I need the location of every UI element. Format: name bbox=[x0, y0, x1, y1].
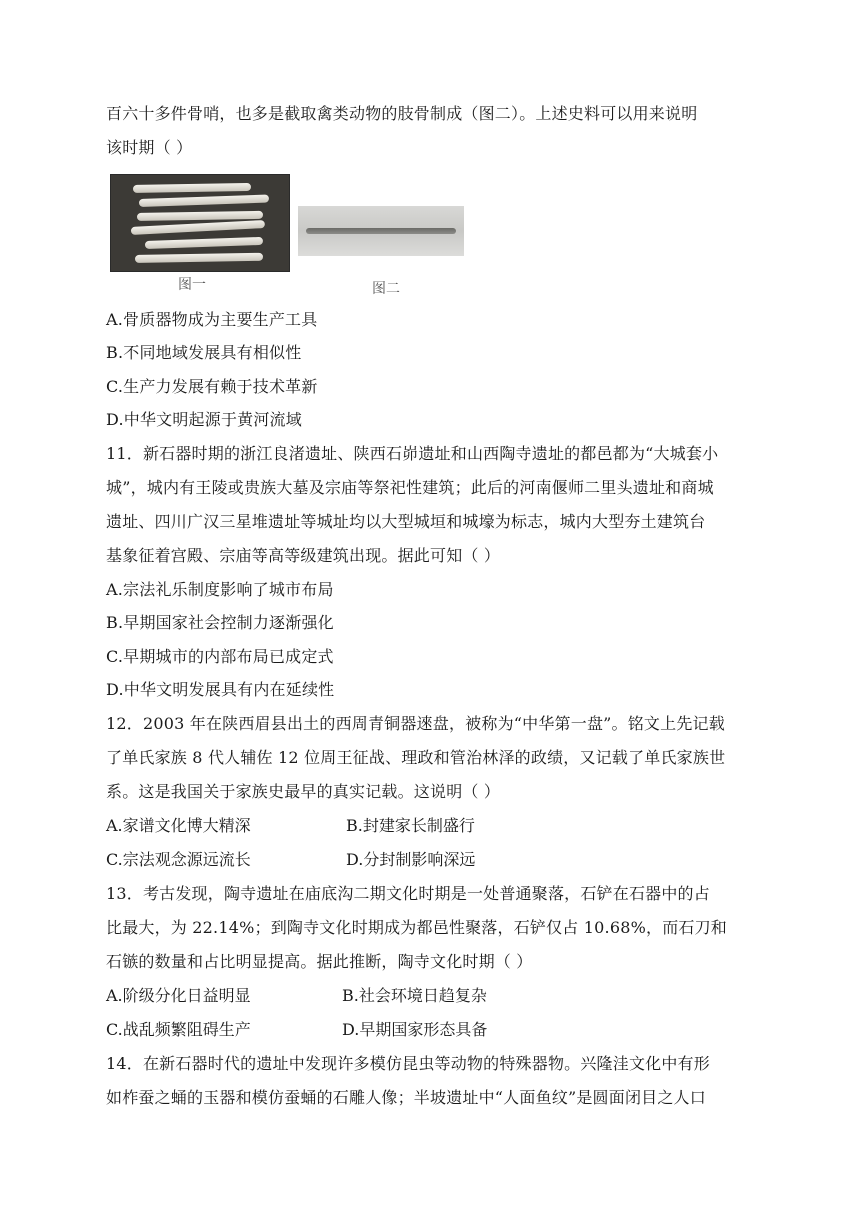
figure-one-bone-tools-photo bbox=[110, 174, 290, 272]
q12-text-line-1: 12．2003 年在陕西眉县出土的西周青铜器逨盘，被称为“中华第一盘”。铭文上先记载 bbox=[106, 714, 725, 733]
q14-text-line-1: 14．在新石器时代的遗址中发现许多模仿昆虫等动物的特殊器物。兴隆洼文化中有形 bbox=[106, 1054, 710, 1073]
q11-option-c: C.早期城市的内部布局已成定式 bbox=[106, 647, 334, 666]
q13-option-b: B.社会环境日趋复杂 bbox=[342, 986, 487, 1005]
figure-two-bone-whistle-photo bbox=[298, 206, 464, 256]
q11-option-d: D.中华文明发展具有内在延续性 bbox=[106, 680, 335, 699]
figure-one-caption: 图一 bbox=[178, 277, 206, 293]
q10-option-a: A.骨质器物成为主要生产工具 bbox=[106, 310, 318, 329]
q13-option-d: D.早期国家形态具备 bbox=[342, 1020, 488, 1039]
q13-text-line-1: 13．考古发现，陶寺遗址在庙底沟二期文化时期是一处普通聚落，石铲在石器中的占 bbox=[106, 884, 710, 903]
q13-option-a: A.阶级分化日益明显 bbox=[106, 986, 251, 1005]
q10-option-c: C.生产力发展有赖于技术革新 bbox=[106, 377, 318, 396]
q10-option-b: B.不同地域发展具有相似性 bbox=[106, 343, 302, 362]
bone-whistle bbox=[306, 228, 456, 234]
q11-text-line-4: 基象征着宫殿、宗庙等高等级建筑出现。据此可知（ ） bbox=[106, 546, 501, 565]
bone-tube bbox=[131, 220, 265, 235]
q12-option-d: D.分封制影响深远 bbox=[346, 850, 476, 869]
bone-tube bbox=[145, 237, 263, 249]
figure-two-caption: 图二 bbox=[372, 281, 400, 297]
bone-tube bbox=[133, 183, 251, 193]
q12-text-line-2: 了单氏家族 8 代人辅佐 12 位周王征战、理政和管治林泽的政绩，又记载了单氏家族世 bbox=[106, 748, 726, 767]
q12-option-a: A.家谱文化博大精深 bbox=[106, 816, 251, 835]
q10-option-d: D.中华文明起源于黄河流域 bbox=[106, 410, 302, 429]
q12-text-line-3: 系。这是我国关于家族史最早的真实记载。这说明（ ） bbox=[106, 782, 501, 801]
bone-tube bbox=[139, 194, 269, 207]
q10-text-line-1: 百六十多件骨哨，也多是截取禽类动物的肢骨制成（图二）。上述史料可以用来说明 bbox=[106, 104, 698, 123]
bone-figures bbox=[108, 172, 468, 298]
q12-option-b: B.封建家长制盛行 bbox=[346, 816, 475, 835]
q11-text-line-1: 11．新石器时期的浙江良渚遗址、陕西石峁遗址和山西陶寺遗址的都邑都为“大城套小 bbox=[106, 444, 719, 463]
q11-option-b: B.早期国家社会控制力逐渐强化 bbox=[106, 613, 334, 632]
q11-text-line-2: 城”，城内有王陵或贵族大墓及宗庙等祭祀性建筑；此后的河南偃师二里头遗址和商城 bbox=[106, 478, 714, 497]
q10-text-line-2: 该时期（ ） bbox=[106, 138, 193, 157]
q13-text-line-2: 比最大，为 22.14%；到陶寺文化时期成为都邑性聚落，石铲仅占 10.68%，而石刀和 bbox=[106, 918, 727, 937]
bone-tube bbox=[135, 253, 263, 263]
q11-option-a: A.宗法礼乐制度影响了城市布局 bbox=[106, 580, 334, 599]
q13-text-line-3: 石镞的数量和占比明显提高。据此推断，陶寺文化时期（ ） bbox=[106, 952, 533, 971]
q11-text-line-3: 遗址、四川广汉三星堆遗址等城址均以大型城垣和城壕为标志，城内大型夯土建筑台 bbox=[106, 512, 706, 531]
q13-option-c: C.战乱频繁阻碍生产 bbox=[106, 1020, 251, 1039]
bone-tube bbox=[137, 211, 263, 221]
q14-text-line-2: 如柞蚕之蛹的玉器和模仿蚕蛹的石雕人像；半坡遗址中“人面鱼纹”是圆面闭目之人口 bbox=[106, 1088, 706, 1107]
q12-option-c: C.宗法观念源远流长 bbox=[106, 850, 251, 869]
